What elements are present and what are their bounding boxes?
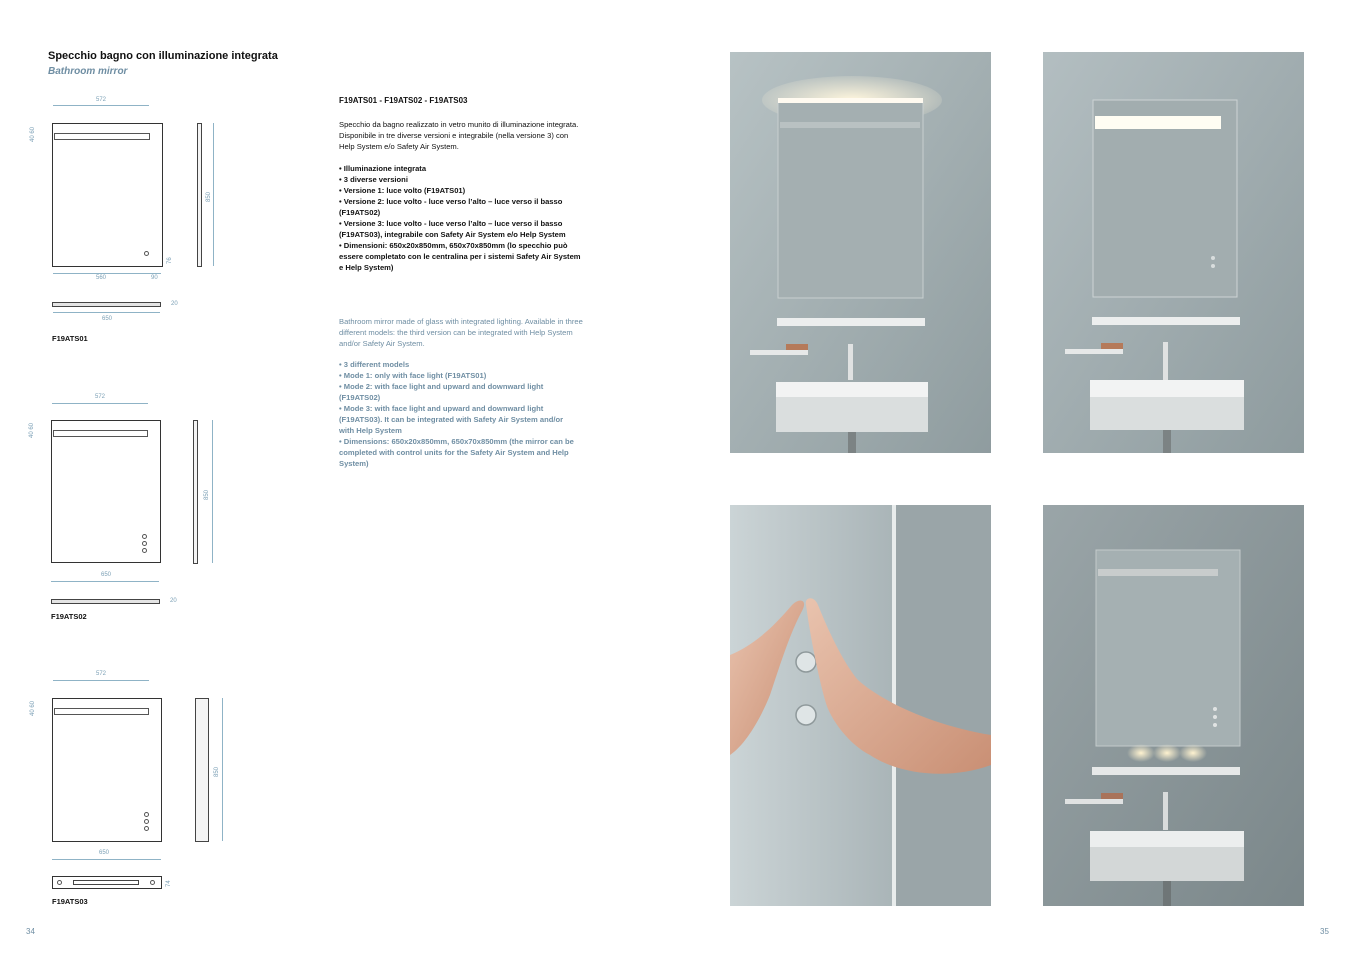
touch-button: [144, 826, 149, 831]
mirror-front-view: [52, 123, 163, 267]
dimension-label: 650: [102, 316, 113, 322]
english-description: Bathroom mirror made of glass with integrated lighting. Available in three different models: the third version can be integrated with Help System and/or Safety Air System.: [339, 317, 583, 348]
dimension-label: 572: [95, 394, 106, 400]
dimension-label: 74: [166, 880, 172, 887]
mirror-top-view: [51, 599, 160, 604]
dimension-line: [212, 420, 213, 563]
touch-button: [144, 812, 149, 817]
mirror-top-view: [52, 876, 162, 889]
italian-feature-item: • Versione 3: luce volto - luce verso l’alto – luce verso il basso (F19ATS03), integrabile con Safety Air System e/o Help System: [339, 219, 566, 239]
english-feature-item: • 3 different models: [339, 360, 410, 369]
dimension-line: [51, 581, 159, 582]
control-unit-outline: [73, 880, 139, 885]
light-strip: [53, 430, 148, 437]
italian-feature-item: • Dimensioni: 650x20x850mm, 650x70x850mm (lo specchio può essere completato con le centralina per i sistemi Safety Air System e Help System): [339, 241, 581, 272]
mount-hole: [150, 880, 155, 885]
dimension-line: [53, 312, 160, 313]
dimension-label: 20: [171, 301, 178, 307]
drawing-code-label: F19ATS03: [52, 897, 88, 906]
dimension-label: 40 60: [30, 700, 36, 716]
dimension-label: 850: [206, 191, 212, 202]
drawing-code-label: F19ATS01: [52, 334, 88, 343]
dimension-label: 572: [96, 671, 107, 677]
dimension-line: [213, 123, 214, 266]
english-feature-list: [339, 359, 579, 469]
italian-feature-item: • 3 diverse versioni: [339, 175, 408, 184]
photo-mirror-downlights: [1043, 505, 1304, 906]
english-feature-item: • Mode 2: with face light and upward and downward light (F19ATS02): [339, 382, 544, 402]
dimension-label: 572: [96, 97, 107, 103]
italian-feature-item: • Versione 2: luce volto - luce verso l’alto – luce verso il basso (F19ATS02): [339, 197, 563, 217]
dimension-line: [53, 680, 149, 681]
english-feature-item: • Mode 1: only with face light (F19ATS01): [339, 371, 487, 380]
light-strip: [54, 133, 150, 140]
italian-feature-item: • Illuminazione integrata: [339, 164, 427, 173]
touch-button: [142, 534, 147, 539]
dimension-label: 20: [170, 598, 177, 604]
page-number-left: 34: [26, 927, 35, 936]
product-codes-title: F19ATS01 - F19ATS02 - F19ATS03: [339, 96, 468, 105]
mirror-side-view: [193, 420, 198, 564]
dimension-label: 650: [99, 850, 110, 856]
dimension-label: 560: [96, 275, 107, 281]
dimension-line: [53, 273, 161, 274]
touch-button: [142, 541, 147, 546]
dimension-label: 90: [151, 275, 158, 281]
english-feature-item: • Dimensions: 650x20x850mm, 650x70x850mm (the mirror can be completed with control units for the Safety Air System and Help System): [339, 437, 574, 468]
dimension-line: [222, 698, 223, 841]
page-title: Specchio bagno con illuminazione integrata: [48, 50, 278, 62]
italian-feature-item: • Versione 1: luce volto (F19ATS01): [339, 186, 466, 195]
photo-mirror-face-light: [730, 52, 991, 453]
light-strip: [54, 708, 149, 715]
page-subtitle: Bathroom mirror: [48, 66, 128, 77]
italian-description: Specchio da bagno realizzato in vetro munito di illuminazione integrata. Disponibile in tre diverse versioni e integrabile (nella versione 3) con Help System e/o Safety Air System.: [339, 120, 579, 151]
dimension-line: [52, 403, 148, 404]
photo-touch-buttons: [730, 505, 991, 906]
dimension-label: 650: [101, 572, 112, 578]
photo-mirror-bright-strip: [1043, 52, 1304, 453]
drawing-code-label: F19ATS02: [51, 612, 87, 621]
mirror-side-view: [197, 123, 202, 267]
page-number-right: 35: [1320, 927, 1329, 936]
english-feature-item: • Mode 3: with face light and upward and downward light (F19ATS03). It can be integrated with Safety Air System and/or with Help System: [339, 404, 564, 435]
dimension-line: [52, 859, 161, 860]
mount-hole: [57, 880, 62, 885]
mirror-side-view: [195, 698, 209, 842]
dimension-label: 850: [204, 489, 210, 500]
dimension-label: 40 60: [29, 422, 35, 438]
dimension-label: 40 60: [30, 126, 36, 142]
touch-button: [142, 548, 147, 553]
italian-feature-list: [339, 163, 584, 273]
mirror-top-view: [52, 302, 161, 307]
dimension-line: [53, 105, 149, 106]
touch-button: [144, 819, 149, 824]
touch-button: [144, 251, 149, 256]
dimension-label: 850: [214, 766, 220, 777]
dimension-label: 76: [167, 257, 173, 264]
